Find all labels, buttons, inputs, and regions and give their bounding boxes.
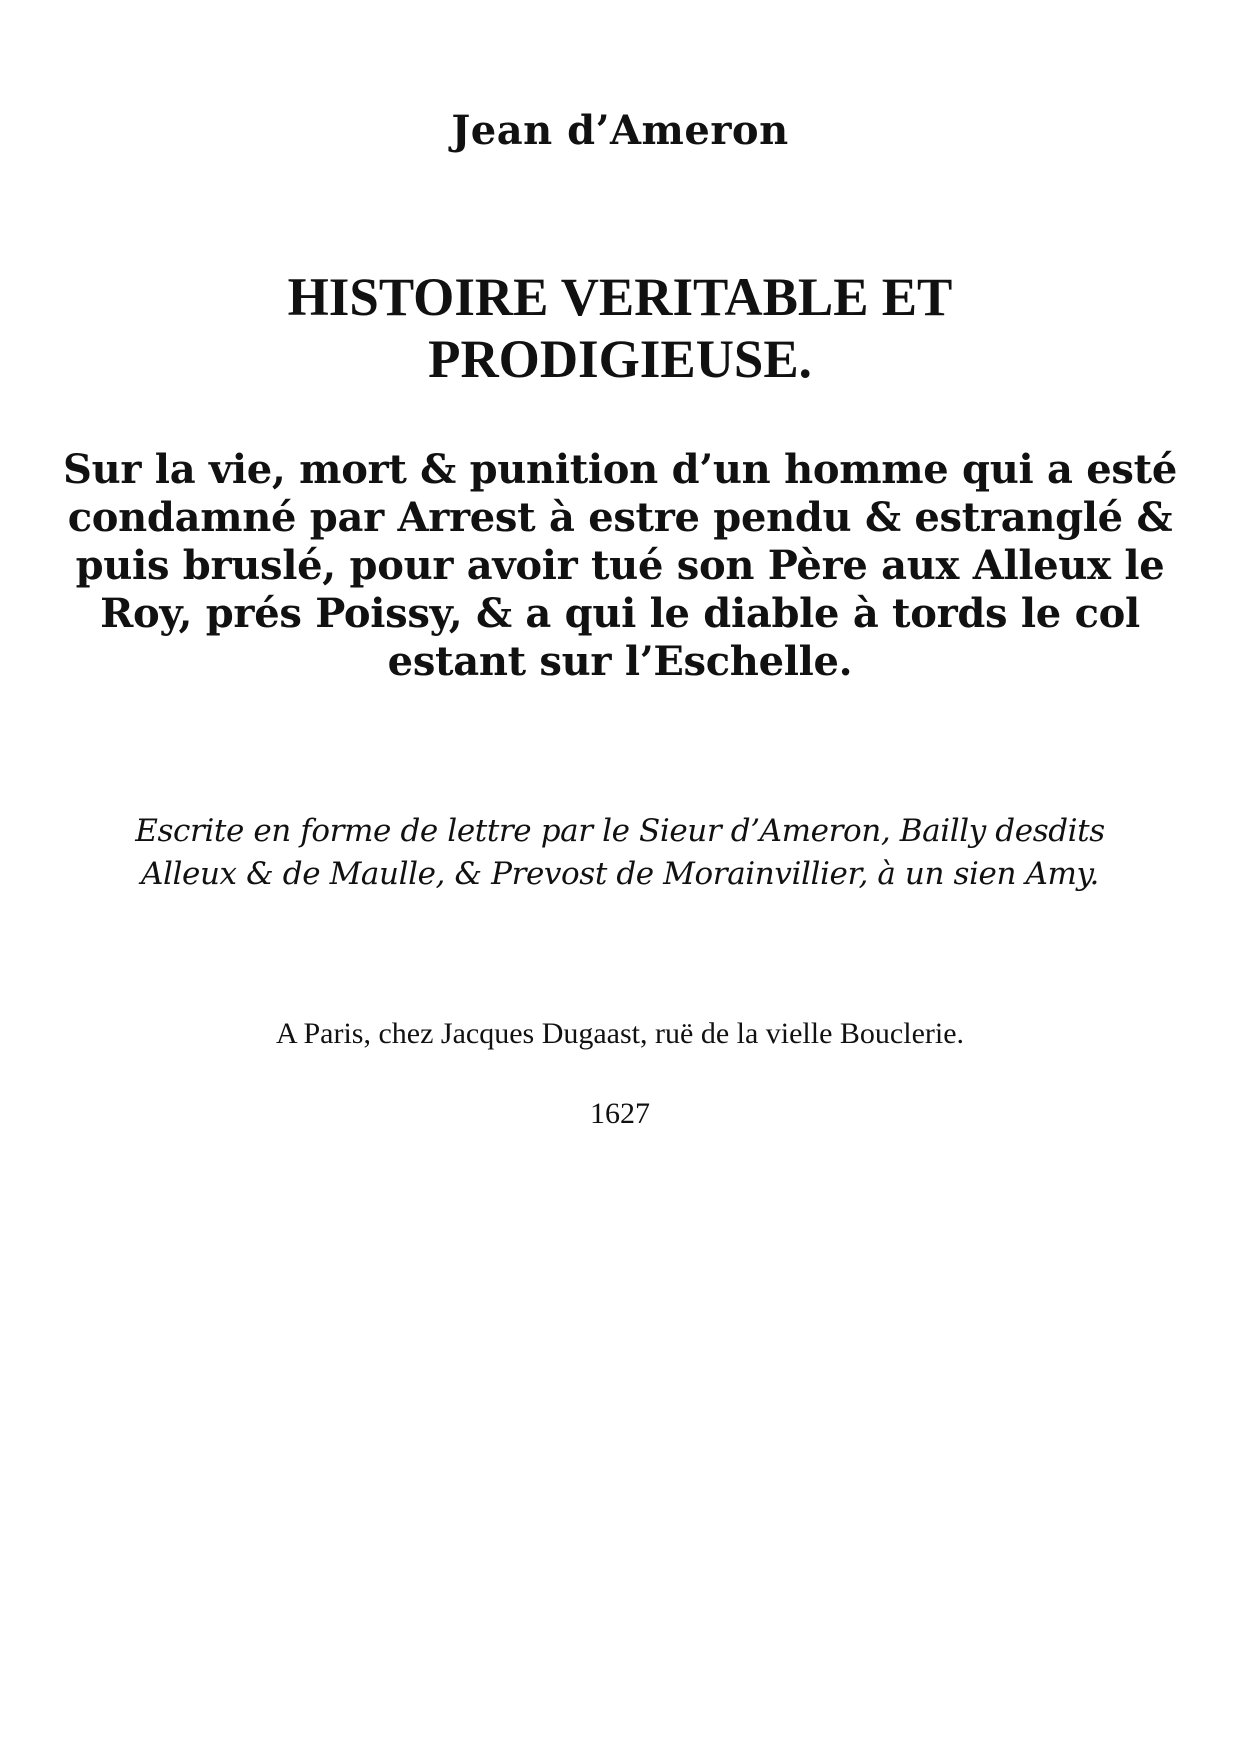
- author-name: Jean d’Ameron: [451, 107, 789, 154]
- dedication-line-1: Escrite en forme de lettre par le Sieur d’Ameron, Bailly desdits: [135, 813, 1105, 849]
- main-title-line-1: HISTOIRE VERITABLE ET: [287, 267, 953, 327]
- dedication-line-2: Alleux & de Maulle, & Prevost de Morainvillier, à un sien Amy.: [141, 856, 1099, 892]
- subtitle-line-3: puis bruslé, pour avoir tué son Père aux Alleux le: [75, 542, 1165, 589]
- publication-year: 1627: [590, 1097, 650, 1130]
- publisher-imprint: A Paris, chez Jacques Dugaast, ruë de la vielle Bouclerie.: [275, 1017, 965, 1050]
- subtitle-line-4: Roy, prés Poissy, & a qui le diable à tords le col: [100, 590, 1140, 637]
- subtitle: [20, 446, 1220, 686]
- subtitle-line-2: condamné par Arrest à estre pendu & estranglé &: [67, 494, 1173, 541]
- subtitle-line-5: estant sur l’Eschelle.: [387, 638, 853, 685]
- main-title-line-2: PRODIGIEUSE.: [428, 329, 812, 389]
- subtitle-line-1: Sur la vie, mort & punition d’un homme qui a esté: [63, 446, 1177, 493]
- dedication: [30, 810, 1210, 896]
- main-title: [159, 266, 1080, 390]
